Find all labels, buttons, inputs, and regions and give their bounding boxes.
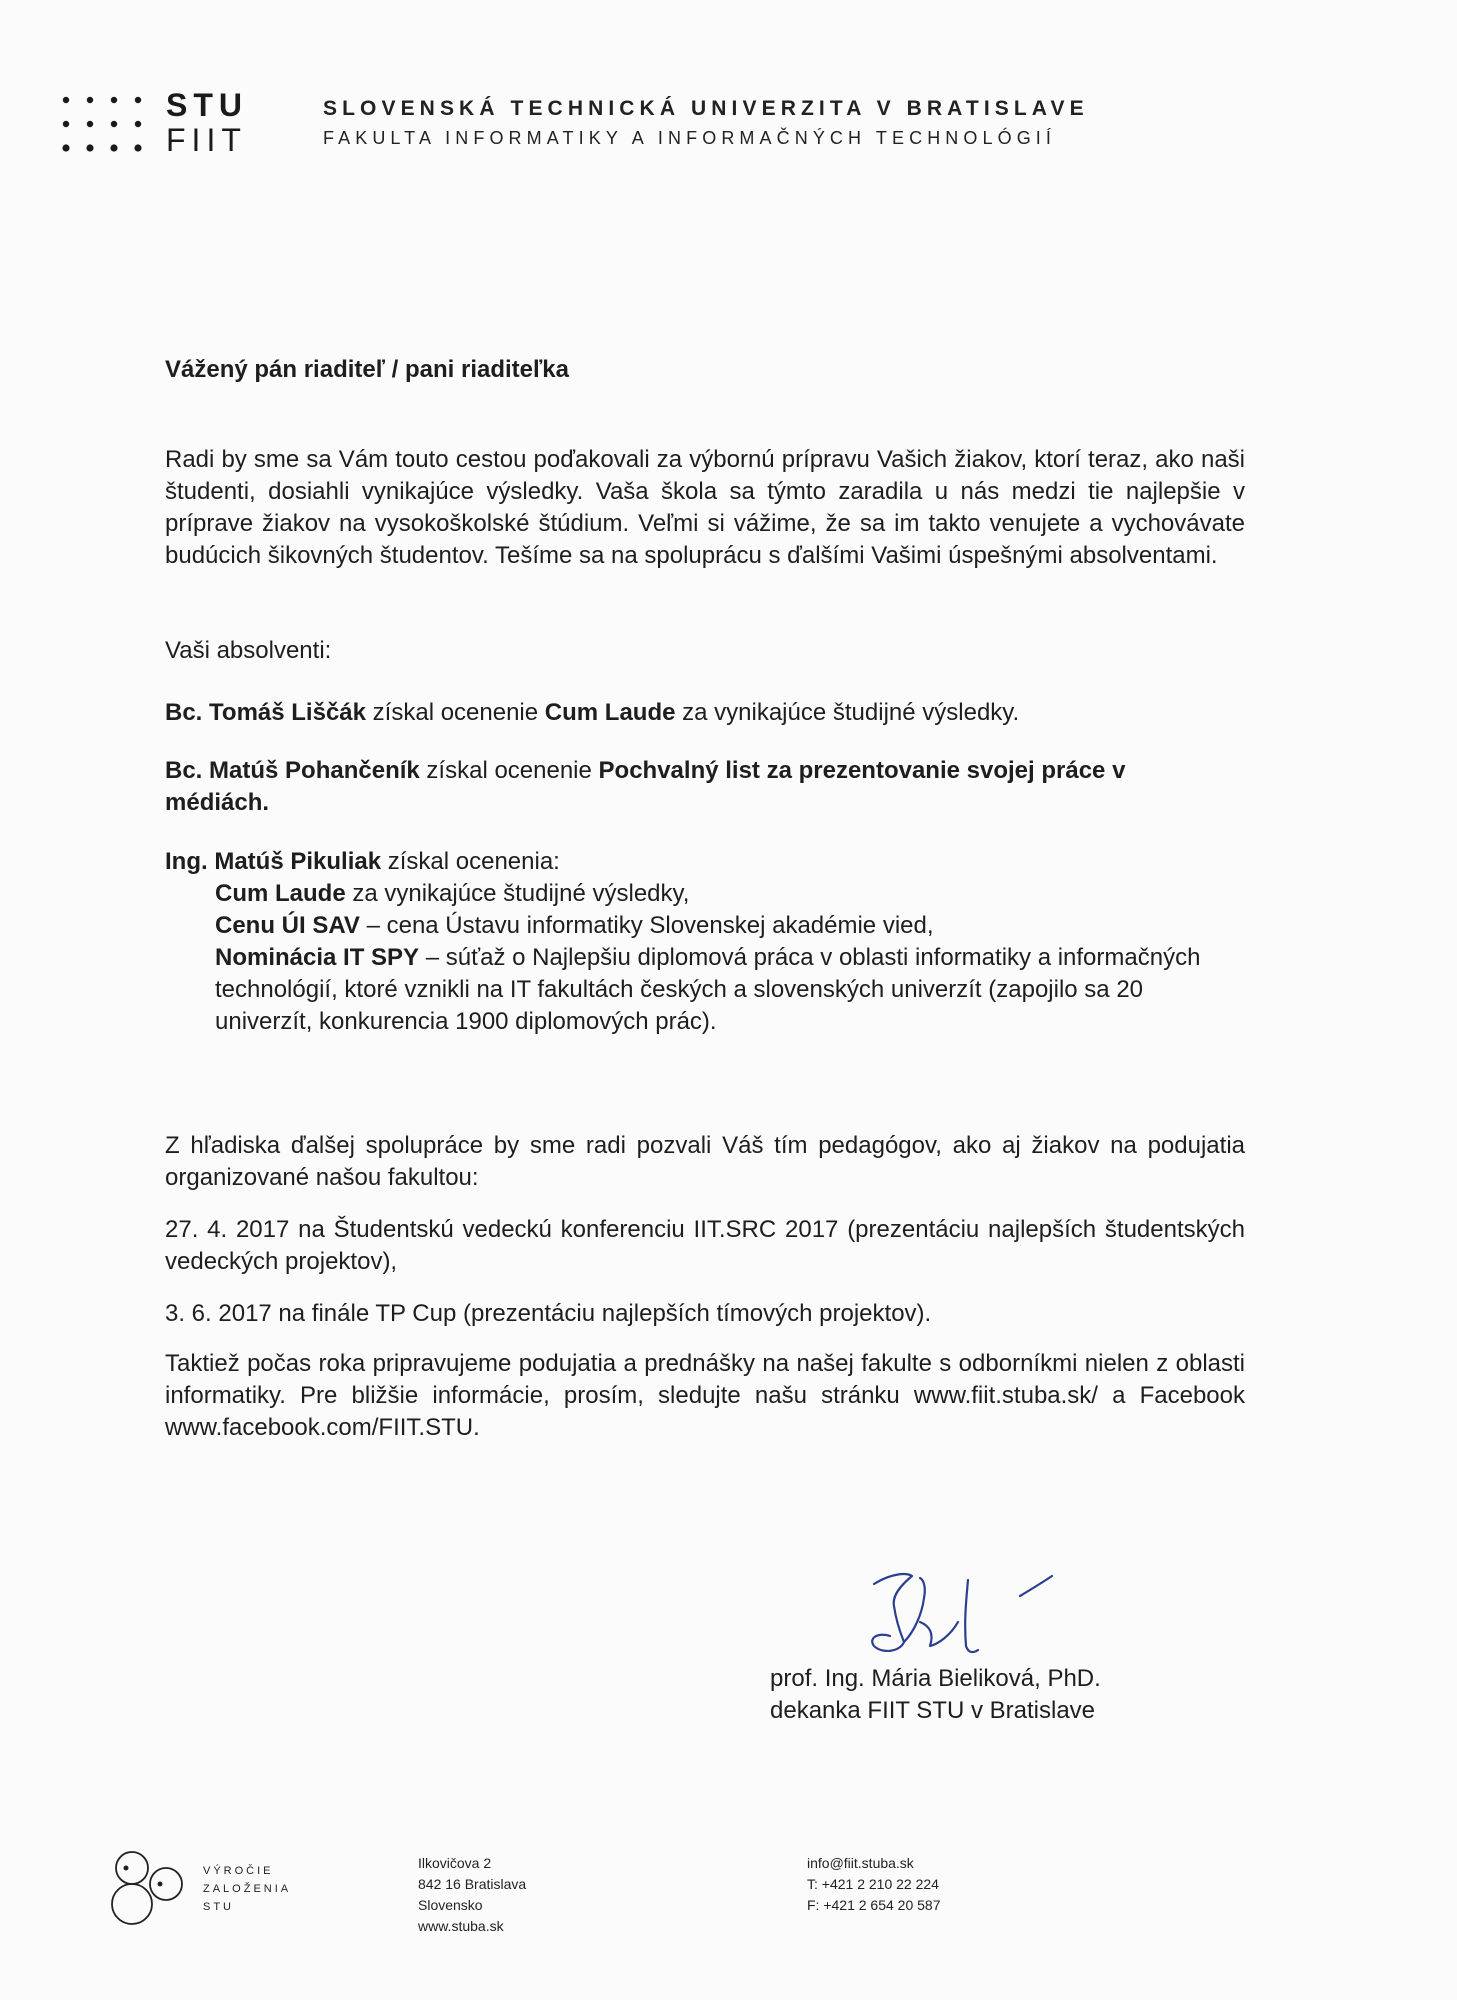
event-1: 27. 4. 2017 na Študentskú vedeckú konferenciu IIT.SRC 2017 (prezentáciu najlepších študentských vedeckých projektov), [165,1216,1245,1275]
alumnus-title: Bc. [165,699,203,726]
anniversary-80-logo [108,1848,208,1928]
signer-block [770,1663,1101,1727]
alumni-label: Vaši absolventi: [165,637,332,664]
award-item [215,910,1245,942]
footer-contact [807,1853,941,1916]
alumnus-award-desc: za vynikajúce študijné výsledky. [682,699,1020,726]
alumnus-1 [165,697,1245,729]
award-desc: – súťaž o Najlepšiu diplomová práca v oblasti informatiky a informačných technológií, ktoré vznikli na IT fakultách českých a slovenských univerzít (zapojilo sa 20 univerzít, konkurencia 1900 diplomových prác). [215,944,1201,1035]
alumnus-3 [165,846,1245,1038]
anniversary-line: VÝROČIE [203,1865,274,1877]
university-name: SLOVENSKÁ TECHNICKÁ UNIVERZITA V BRATISLAVE [323,97,1089,120]
award-item [215,878,1245,910]
alumnus-title: Ing. [165,848,208,875]
alumnus-award: Cum Laude [544,699,676,726]
contact-phone: T: +421 2 210 22 224 [807,1876,939,1892]
intro-paragraph: Radi by sme sa Vám touto cestou poďakovali za výbornú prípravu Vašich žiakov, ktorí teraz, ako naši študenti, dosiahli vynikajúce výsledky. Vaša škola sa týmto zaradila u nás medzi tie najlepšie v príprave žiakov na vysokoškolské štúdium. Veľmi si vážime, že sa im takto venujete a vychovávate budúcich šikovných študentov. Tešíme sa na spoluprácu s ďalšími Vašimi úspešnými absolventami. [165,446,1245,569]
award-name: Cum Laude [215,880,346,907]
address-city: 842 16 Bratislava [418,1876,527,1892]
address-street: Ilkovičova 2 [418,1855,492,1871]
contact-email: info@fiit.stuba.sk [807,1855,914,1871]
salutation: Vážený pán riaditeľ / pani riaditeľka [165,356,569,383]
alumnus-verb: získal ocenenia: [387,848,560,875]
logo-fiit-text: FIIT [166,122,247,158]
contact-fax: F: +421 2 654 20 587 [807,1897,941,1913]
award-item [215,942,1235,1038]
award-desc: za vynikajúce študijné výsledky, [352,880,690,907]
alumnus-verb: získal ocenenie [372,699,539,726]
stu-logo-dots [62,96,154,156]
signer-role: dekanka FIIT STU v Bratislave [770,1697,1096,1724]
footer-address [418,1853,526,1937]
event-2: 3. 6. 2017 na finále TP Cup (prezentáciu najlepších tímových projektov). [165,1300,932,1327]
address-country: Slovensko [418,1897,483,1913]
alumnus-name: Matúš Pikuliak [214,848,382,875]
alumnus-award: Pochvalný list za prezentovanie svojej práce v médiách. [165,757,1126,816]
award-name: Nominácia IT SPY [215,944,420,971]
address-website: www.stuba.sk [418,1918,504,1934]
alumnus-2 [165,755,1215,819]
anniversary-line: ZALOŽENIA [203,1883,292,1895]
alumnus-name: Matúš Pohančeník [209,757,420,784]
alumnus-title: Bc. [165,757,203,784]
closing-paragraph: Taktiež počas roka pripravujeme podujatia a prednášky na našej fakulte s odborníkmi nielen z oblasti informatiky. Pre bližšie informácie, prosím, sledujte našu stránku www.fiit.stuba.sk/ a Facebook www.facebook.com/FIIT.STU. [165,1350,1245,1441]
handwritten-signature [860,1562,1080,1672]
anniversary-text [203,1862,291,1916]
signer-name: prof. Ing. Mária Bieliková, PhD. [770,1665,1101,1692]
faculty-name: FAKULTA INFORMATIKY A INFORMAČNÝCH TECHNOLÓGIÍ [323,128,1057,148]
anniversary-line: STU [203,1901,234,1913]
alumnus-verb: získal ocenenie [426,757,592,784]
award-desc: – cena Ústavu informatiky Slovenskej akadémie vied, [366,912,934,939]
stu-fiit-logo [166,88,248,158]
logo-stu-text: STU [166,87,248,123]
invite-paragraph: Z hľadiska ďalšej spolupráce by sme radi pozvali Váš tím pedagógov, ako aj žiakov na podujatia organizované našou fakultou: [165,1132,1245,1191]
alumnus-name: Tomáš Liščák [209,699,366,726]
award-list [165,878,1245,1038]
award-name: Cenu ÚI SAV [215,912,360,939]
